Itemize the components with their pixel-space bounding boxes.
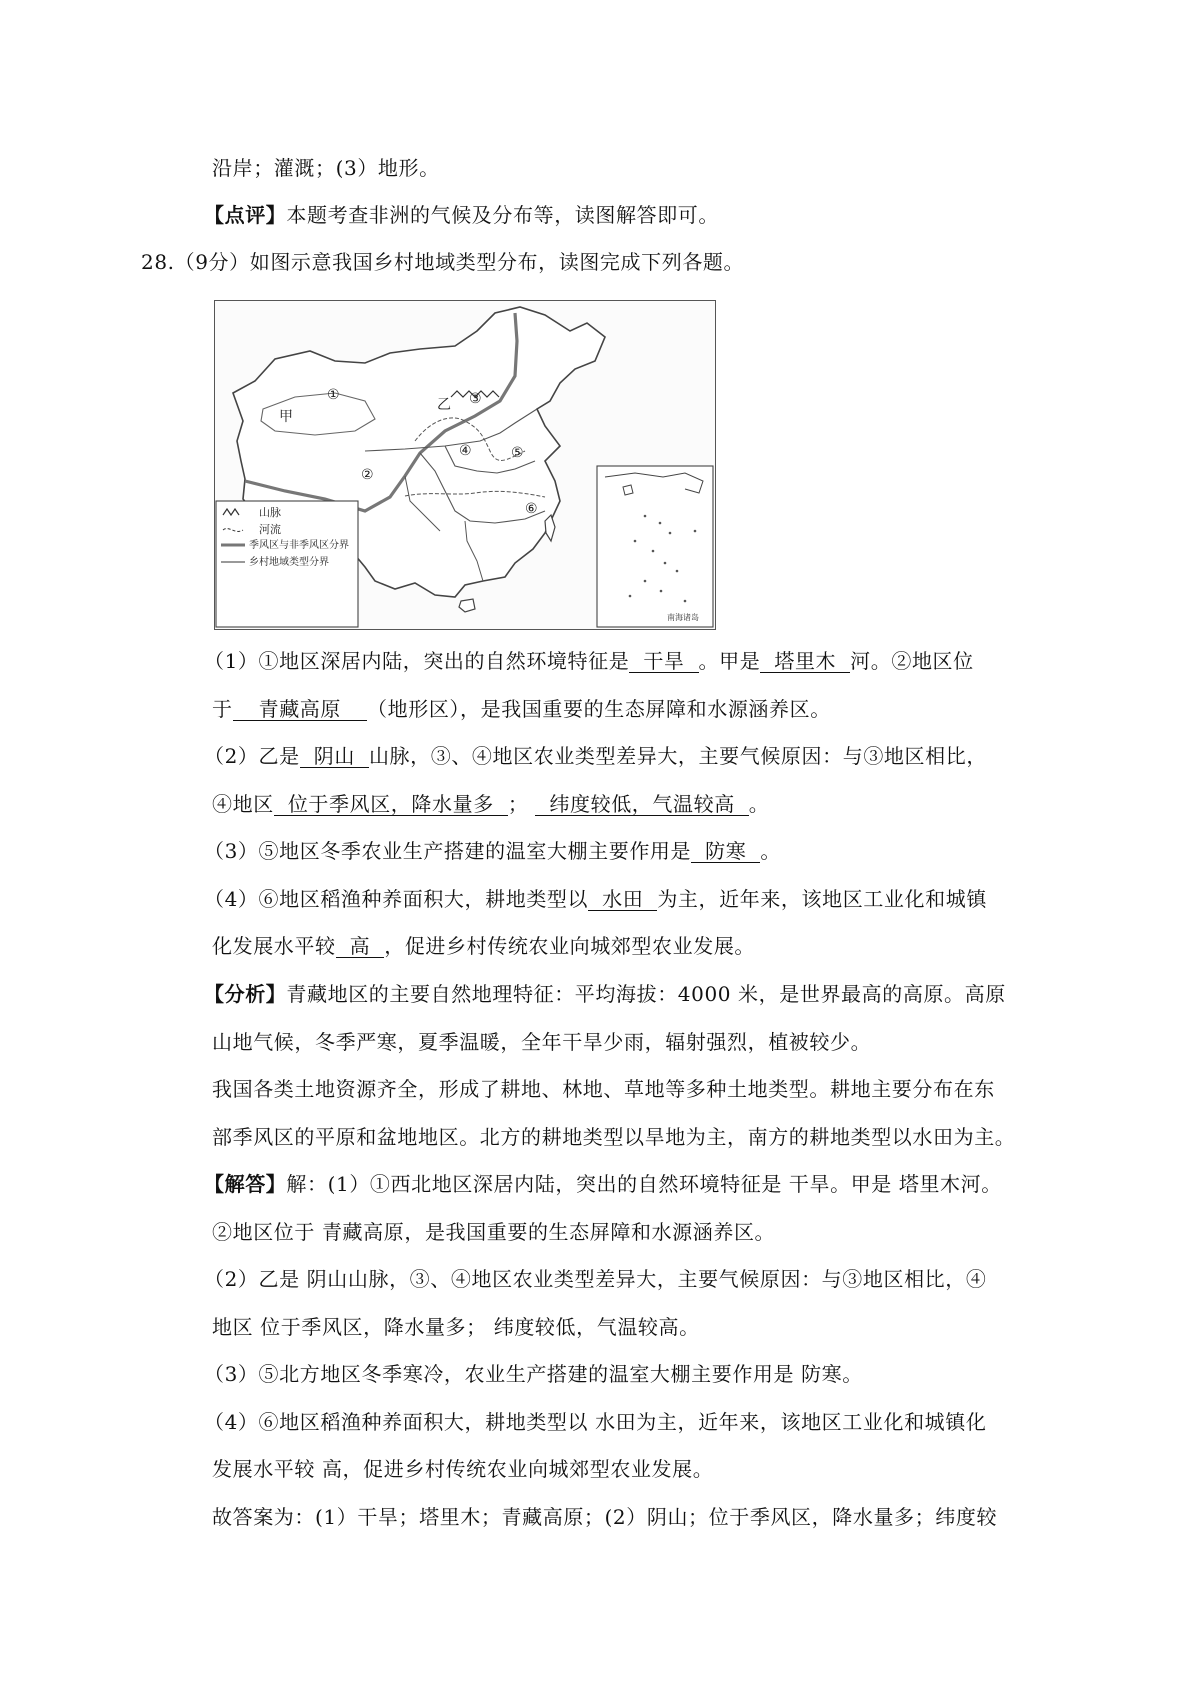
- comment-line: [204, 202, 719, 228]
- hainan-island: [459, 599, 475, 612]
- q4-text-d: ，促进乡村传统农业向城郊型农业发展。: [384, 934, 756, 958]
- map-label-region-3: ③: [469, 391, 482, 407]
- legend-mountain-label: 山脉: [259, 506, 281, 519]
- answer-blank-2: 塔里木: [760, 650, 850, 673]
- solution-text-5: （3）⑤北方地区冬季寒冷，农业生产搭建的温室大棚主要作用是 防寒。: [204, 1362, 863, 1386]
- china-rural-region-map: [214, 300, 716, 630]
- q4-text-c: 化发展水平较: [212, 934, 336, 958]
- solution-line-3: [204, 1266, 986, 1292]
- solution-text-2: ②地区位于 青藏高原，是我国重要的生态屏障和水源涵养区。: [212, 1220, 776, 1244]
- q1-text-d: 于: [212, 697, 233, 721]
- answer-blank-3: 青藏高原: [233, 698, 367, 721]
- q1-text-c: 河。②地区位: [850, 649, 974, 673]
- final-answer-text: 故答案为：(1）干旱；塔里木；青藏高原；(2）阴山；位于季风区，降水量多；纬度较: [212, 1505, 998, 1529]
- question-title-text: 28.（9分）如图示意我国乡村地域类型分布，读图完成下列各题。: [141, 250, 745, 274]
- analysis-heading: 【分析】: [204, 982, 287, 1006]
- comment-text: 本题考查非洲的气候及分布等，读图解答即可。: [286, 203, 720, 227]
- q4-line-2: [212, 933, 755, 959]
- map-label-region-2: ②: [361, 467, 374, 483]
- legend-river-label: 河流: [259, 523, 281, 536]
- text-line-coast: [212, 155, 440, 181]
- question-28-title: [141, 249, 744, 275]
- map-label-region-5: ⑤: [511, 445, 524, 461]
- solution-text-1: 解：(1）①西北地区深居内陆，突出的自然环境特征是 干旱。甲是 塔里木河。: [286, 1172, 1002, 1196]
- q1-line-1: [204, 648, 974, 674]
- comment-heading: 【点评】: [204, 203, 287, 227]
- answer-blank-9: 高: [336, 935, 385, 958]
- q2-line-2: [212, 791, 769, 817]
- q2-text-c: ④地区: [212, 792, 274, 816]
- solution-heading: 【解答】: [204, 1172, 287, 1196]
- solution-text-7: 发展水平较 高，促进乡村传统农业向城郊型农业发展。: [212, 1457, 714, 1481]
- solution-line-7: [212, 1456, 713, 1482]
- map-label-region-1: ①: [327, 387, 340, 403]
- answer-blank-5: 位于季风区，降水量多: [274, 793, 508, 816]
- solution-line-2: [212, 1219, 775, 1245]
- answer-blank-1: 干旱: [629, 650, 698, 673]
- map-label-region-4: ④: [459, 443, 472, 459]
- analysis-line-2: [212, 1029, 871, 1055]
- q4-line-1: [204, 886, 987, 912]
- legend-monsoon-label: 季风区与非季风区分界: [249, 540, 349, 551]
- analysis-text-2: 山地气候，冬季严寒，夏季温暖，全年干旱少雨，辐射强烈，植被较少。: [212, 1030, 872, 1054]
- map-drawing: [215, 301, 715, 629]
- analysis-line-1: [204, 981, 1006, 1007]
- legend-rural-label: 乡村地域类型分界: [249, 557, 329, 568]
- answer-blank-4: 阴山: [300, 745, 369, 768]
- answer-blank-8: 水田: [588, 888, 657, 911]
- analysis-line-3: [212, 1076, 995, 1102]
- analysis-line-4: [212, 1124, 1015, 1150]
- analysis-text-3: 我国各类土地资源齐全，形成了耕地、林地、草地等多种土地类型。耕地主要分布在东: [212, 1077, 995, 1101]
- answer-blank-7: 防寒: [691, 840, 760, 863]
- analysis-text-4: 部季风区的平原和盆地地区。北方的耕地类型以旱地为主，南方的耕地类型以水田为主。: [212, 1125, 1016, 1149]
- map-label-region-6: ⑥: [525, 501, 538, 517]
- q1-text-e: （地形区），是我国重要的生态屏障和水源涵养区。: [367, 697, 831, 721]
- q2-line-1: [204, 743, 987, 769]
- q3-line: [204, 838, 781, 864]
- taiwan-island: [545, 515, 555, 541]
- q3-text-a: （3）⑤地区冬季农业生产搭建的温室大棚主要作用是: [204, 839, 692, 863]
- text: 沿岸；灌溉；(3）地形。: [212, 156, 440, 180]
- inset-caption: 南海诸岛: [667, 613, 699, 622]
- solution-text-6: （4）⑥地区稻渔种养面积大，耕地类型以 水田为主，近年来，该地区工业化和城镇化: [204, 1410, 987, 1434]
- solution-text-3: （2）乙是 阴山山脉，③、④地区农业类型差异大，主要气候原因：与③地区相比，④: [204, 1267, 987, 1291]
- solution-line-4: [212, 1314, 700, 1340]
- final-answer-line: [212, 1504, 997, 1530]
- q4-text-a: （4）⑥地区稻渔种养面积大，耕地类型以: [204, 887, 589, 911]
- q1-line-2: [212, 696, 831, 722]
- q2-text-d: ；: [507, 792, 529, 816]
- solution-line-5: [204, 1361, 863, 1387]
- map-label-yi: 乙: [437, 397, 451, 413]
- q4-text-b: 为主，近年来，该地区工业化和城镇: [657, 887, 987, 911]
- map-label-jia: 甲: [279, 409, 293, 425]
- q1-text-a: （1）①地区深居内陆，突出的自然环境特征是: [204, 649, 630, 673]
- q2-text-e: 。: [748, 792, 770, 816]
- solution-line-6: [204, 1409, 986, 1435]
- inset-frame: [597, 466, 713, 627]
- analysis-text-1: 青藏地区的主要自然地理特征：平均海拔：4000 米，是世界最高的高原。高原: [286, 982, 1006, 1006]
- solution-text-4: 地区 位于季风区，降水量多； 纬度较低，气温较高。: [212, 1315, 700, 1339]
- answer-blank-6: 纬度较低，气温较高: [535, 793, 748, 816]
- q3-text-b: 。: [760, 839, 781, 863]
- q1-text-b: 。甲是: [698, 649, 761, 673]
- q2-text-b: 山脉，③、④地区农业类型差异大，主要气候原因：与③地区相比，: [368, 744, 987, 768]
- q2-text-a: （2）乙是: [204, 744, 300, 768]
- solution-line-1: [204, 1171, 1002, 1197]
